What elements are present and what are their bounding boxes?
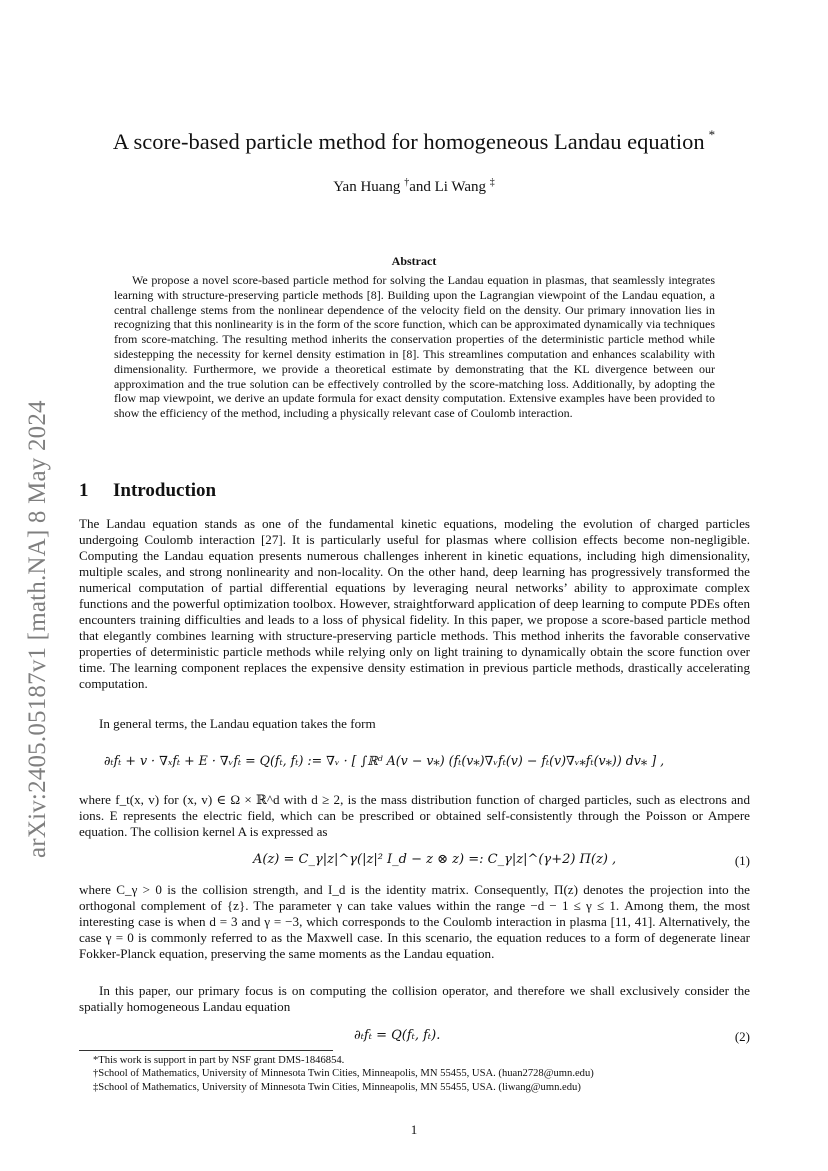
author-1-footnote-mark: † bbox=[404, 177, 410, 188]
landau-equation-text: ∂ₜfₜ + v · ∇ₓfₜ + E · ∇ᵥfₜ = Q(fₜ, fₜ) := ∇ᵥ · [ ∫ℝᵈ A(v − v⁎) (fₜ(v⁎)∇ᵥfₜ(v) − fₜ(v)∇ᵥ⁎fₜ(v⁎)) dv⁎ ] , bbox=[104, 753, 665, 768]
page-number: 1 bbox=[410, 1122, 418, 1137]
paper-title bbox=[0, 127, 828, 155]
section-number: 1 bbox=[79, 480, 89, 501]
section-title: Introduction bbox=[113, 480, 217, 501]
author-2-footnote-mark: ‡ bbox=[489, 177, 495, 188]
intro-paragraph-2: In general terms, the Landau equation takes the form bbox=[99, 716, 376, 731]
author-line bbox=[0, 177, 828, 196]
footnote-author-1-affiliation: †School of Mathematics, University of Minnesota Twin Cities, Minneapolis, MN 55455, USA. (huan2728@umn.edu) bbox=[93, 1068, 594, 1080]
paragraph-after-landau-equation: where f_t(x, v) for (x, v) ∈ Ω × ℝ^d with d ≥ 2, is the mass distribution function of charged particles, such as electrons and ions. E represents the electric field, which can be prescribed or obtained self-consistently through the Poisson or Ampere equation. The collision kernel A is expressed as bbox=[79, 792, 750, 839]
author-2-name: and Li Wang bbox=[409, 179, 487, 195]
intro-paragraph-1: The Landau equation stands as one of the fundamental kinetic equations, modeling the evolution of charged particles undergoing Coulomb interaction [27]. It is particularly useful for plasmas where collision effects become non-negligible. Computing the Landau equation presents numerous challenges inherent in kinetic equations, including high dimensionality, multiple scales, and strong nonlinearity and non-locality. On the other hand, deep learning has progressively transformed the numerical computation of partial differential equations by leveraging neural networks’ ability to approximate complex functions and the powerful optimization toolbox. However, straightforward application of deep learning to compute PDEs often encounters training difficulties and leads to a loss of physical fidelity. In this paper, we propose a score-based particle method that elegantly combines learning with structure-preserving particle methods. This method inherits the favorable conservative properties of deterministic particle methods while relying only on light training to dynamically obtain the score function over time. The learning component replaces the expensive density estimation in previous particle methods, drastically accelerating computation. bbox=[79, 516, 750, 691]
footnote-divider bbox=[79, 1050, 333, 1051]
abstract-body: We propose a novel score-based particle method for solving the Landau equation in plasmas, that seamlessly integrates learning with structure-preserving particle methods [8]. Building upon the Lagrangian viewpoint of the Landau equation, a central challenge stems from the nonlinear dependence of the velocity field on the density. Our primary innovation lies in recognizing that this nonlinearity is in the form of the score function, which can be approximated dynamically via techniques from score-matching. The resulting method inherits the conservation properties of the deterministic particle method while sidestepping the necessity for kernel density estimation in [8]. This streamlines computation and enhances scalability with dimensionality. Furthermore, we provide a theoretical estimate by demonstrating that the KL divergence between our approximation and the true solution can be effectively controlled by the score-matching loss. Additionally, by adopting the flow map viewpoint, we derive an update formula for exact density computation. Extensive examples have been provided to show the efficiency of the method, including a physically relevant case of Coulomb interaction. bbox=[114, 273, 715, 421]
author-1-name: Yan Huang bbox=[333, 179, 401, 195]
footnote-author-2-affiliation: ‡School of Mathematics, University of Minnesota Twin Cities, Minneapolis, MN 55455, USA. (liwang@umn.edu) bbox=[93, 1081, 581, 1093]
landau-equation-full bbox=[79, 744, 750, 780]
paragraph-homogeneous-intro: In this paper, our primary focus is on computing the collision operator, and therefore we shall exclusively consider the spatially homogeneous Landau equation bbox=[79, 983, 750, 1014]
abstract-heading: Abstract bbox=[391, 254, 437, 268]
paragraph-collision-kernel-description: where C_γ > 0 is the collision strength, and I_d is the identity matrix. Consequently, Π(z) denotes the projection into the orthogonal complement of {z}. The parameter γ can take values within the range −d − 1 ≤ γ ≤ 1. Among them, the most interesting case is when d = 3 and γ = −3, which corresponds to the Coulomb interaction in plasma [11, 41]. Alternatively, the case γ = 0 is commonly referred to as the Maxwell case. In this scenario, the equation reduces to a form of degenerate linear Fokker-Planck equation, preserving the same moments as the Landau equation. bbox=[79, 882, 750, 961]
footnotes bbox=[79, 1054, 759, 1094]
collision-kernel-text: A(z) = C_γ|z|^γ(|z|² I_d − z ⊗ z) =: C_γ|z|^(γ+2) Π(z) , bbox=[253, 852, 617, 867]
homogeneous-landau-equation bbox=[79, 1028, 750, 1048]
footnote-funding: *This work is support in part by NSF grant DMS-1846854. bbox=[93, 1055, 345, 1066]
arxiv-identifier-stamp: arXiv:2405.05187v1 [math.NA] 8 May 2024 bbox=[24, 400, 51, 858]
section-heading-introduction bbox=[79, 480, 216, 502]
title-footnote-mark: * bbox=[708, 127, 716, 142]
paper-title-text: A score-based particle method for homogeneous Landau equation bbox=[112, 129, 705, 154]
equation-number-2: (2) bbox=[734, 1029, 750, 1044]
equation-number-1: (1) bbox=[734, 853, 750, 868]
collision-kernel-equation bbox=[79, 852, 750, 872]
homogeneous-equation-text: ∂ₜfₜ = Q(fₜ, fₜ). bbox=[354, 1028, 441, 1043]
